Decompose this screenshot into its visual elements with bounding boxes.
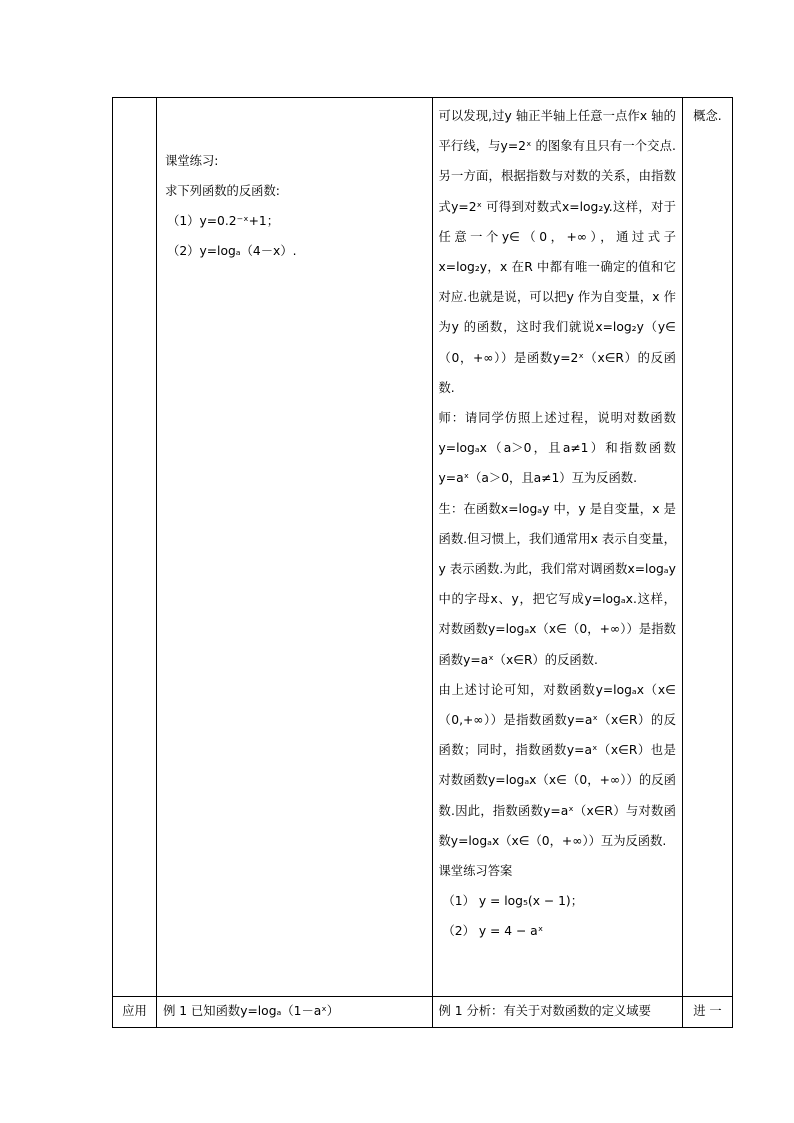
explanation-cell (432, 98, 682, 997)
exercise-item-1: （1）y=0.2⁻ˣ+1； (167, 214, 279, 228)
application-analysis: 例 1 分析：有关于对数函数的定义域要 (438, 1004, 651, 1018)
application-example-cell (157, 997, 432, 1028)
answer-1: （1） y = log₅(x − 1)； (442, 894, 584, 909)
answer-2: （2） y = 4 − aˣ (442, 924, 544, 939)
remark-cell (682, 98, 732, 997)
exercise-heading: 课堂练习: (165, 154, 219, 168)
application-analysis-cell (432, 997, 682, 1028)
exercise-item-2: （2）y=logₐ（4－x）. (167, 244, 297, 258)
answers-heading: 课堂练习答案 (438, 864, 513, 879)
exercise-instruction: 求下列函数的反函数: (165, 184, 280, 198)
exercise-cell (157, 98, 432, 997)
explanation-paragraph: 生：在函数x=logₐy 中，y 是自变量，x 是函数.但习惯上，我们通常用x 表示自变量，y 表示函数.为此，我们常对调函数x=logₐy 中的字母x、y，把它写成y=logₐx.这样，对数函数y=logₐx（x∈（0，+∞））是指数函数y=aˣ（x∈R）的反函数. (438, 501, 676, 667)
explanation-paragraph: 由上述讨论可知，对数函数y=logₐx（x∈（0,+∞））是指数函数y=aˣ（x∈R）的反函数；同时，指数函数y=aˣ（x∈R）也是对数函数y=logₐx（x∈（0，+∞））的反函数.因此，指数函数y=aˣ（x∈R）与对数函数y=logₐx（x∈（0，+∞））互为反函数. (438, 682, 676, 848)
stage-cell-empty (113, 98, 157, 997)
application-example: 例 1 已知函数y=logₐ（1－aˣ） (163, 1004, 340, 1018)
explanation-paragraph: 师：请同学仿照上述过程，说明对数函数y=logₐx（a＞0，且a≠1）和指数函数y=aˣ（a＞0，且a≠1）互为反函数. (438, 411, 676, 486)
explanation-paragraph: 可以发现,过y 轴正半轴上任意一点作x 轴的平行线，与y=2ˣ 的图象有且只有一个交点.另一方面，根据指数与对数的关系，由指数式y=2ˣ 可得到对数式x=log₂y.这样，对于任意一个y∈（0，+∞），通过式子x=log₂y，x 在R 中都有唯一确定的值和它对应.也就是说，可以把y 作为自变量，x 作为y 的函数，这时我们就说x=log₂y（y∈（0，+∞））是函数y=2ˣ（x∈R）的反函数. (438, 109, 676, 395)
main-row (113, 98, 733, 997)
application-label-cell (113, 997, 157, 1028)
application-remark-cell (682, 997, 732, 1028)
application-row (113, 997, 733, 1028)
application-label: 应用 (122, 1004, 147, 1018)
application-remark: 进 一 (693, 1004, 722, 1018)
remark-text: 概念. (693, 109, 722, 123)
lesson-table (112, 97, 733, 1028)
